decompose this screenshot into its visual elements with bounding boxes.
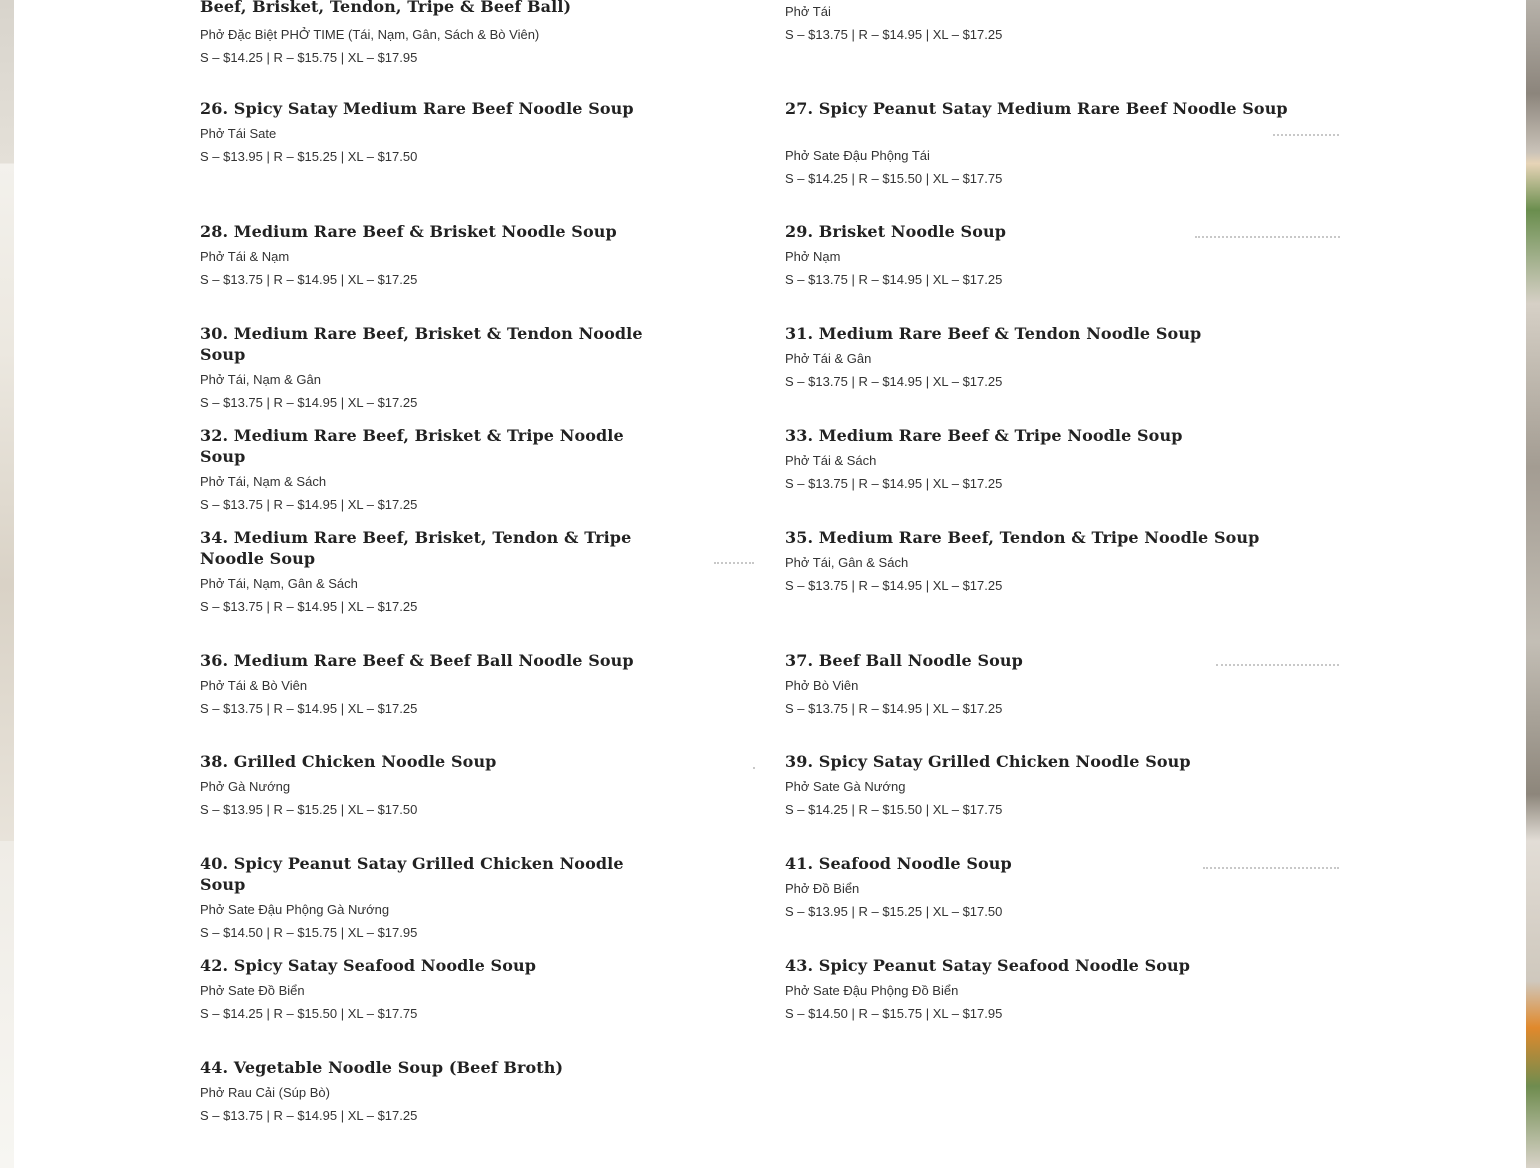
menu-item-vietnamese-name: Phở Tái & Nạm <box>200 249 290 264</box>
menu-item-price: S – $13.75 | R – $14.95 | XL – $17.25 <box>785 272 1003 287</box>
menu-item-title: 26. Spicy Satay Medium Rare Beef Noodle Soup <box>200 99 634 118</box>
menu-item-vietnamese-name: Phở Gà Nướng <box>200 779 291 794</box>
menu-item <box>785 955 1345 1022</box>
menu-item-price: S – $13.75 | R – $14.95 | XL – $17.25 <box>200 701 418 716</box>
background-photo-left <box>0 0 14 1168</box>
menu-item <box>200 98 670 165</box>
menu-item <box>200 221 670 288</box>
dotted-leader <box>1195 236 1340 238</box>
menu-item-title: 41. Seafood Noodle Soup <box>785 854 1012 873</box>
menu-item-price: S – $13.75 | R – $14.95 | XL – $17.25 <box>785 476 1003 491</box>
menu-item-price: S – $13.75 | R – $14.95 | XL – $17.25 <box>200 497 418 512</box>
menu-item-vietnamese-name: Phở Đồ Biển <box>785 881 860 896</box>
menu-item-price: S – $13.75 | R – $14.95 | XL – $17.25 <box>785 578 1003 593</box>
menu-item-price: S – $13.75 | R – $14.95 | XL – $17.25 <box>200 599 418 614</box>
menu-item-price: S – $13.75 | R – $14.95 | XL – $17.25 <box>785 27 1003 42</box>
menu-item <box>200 323 670 411</box>
dotted-leader <box>1203 867 1339 869</box>
menu-item-vietnamese-name: Phở Rau Cải (Súp Bò) <box>200 1085 330 1100</box>
menu-item <box>785 527 1345 594</box>
menu-item <box>200 1057 670 1124</box>
menu-item-vietnamese-name: Phở Sate Gà Nướng <box>785 779 906 794</box>
menu-item <box>200 650 670 717</box>
dotted-leader <box>714 562 754 564</box>
menu-item-vietnamese-name: Phở Sate Đậu Phộng Đồ Biển <box>785 983 959 998</box>
menu-item-vietnamese-name: Phở Tái <box>785 4 831 19</box>
background-photo-right <box>1526 0 1540 1168</box>
menu-item <box>785 323 1345 390</box>
dotted-leader <box>1273 134 1339 136</box>
menu-item-title: 37. Beef Ball Noodle Soup <box>785 651 1023 670</box>
menu-item-price: S – $14.25 | R – $15.75 | XL – $17.95 <box>200 50 418 65</box>
menu-item <box>785 3 1345 43</box>
menu-item-title: 44. Vegetable Noodle Soup (Beef Broth) <box>200 1058 564 1077</box>
menu-item-vietnamese-name: Phở Sate Đậu Phộng Tái <box>785 148 930 163</box>
menu-item <box>200 955 670 1022</box>
menu-item-title: 40. Spicy Peanut Satay Grilled Chicken Noodle Soup <box>200 854 624 894</box>
menu-item-vietnamese-name: Phở Tái, Nạm, Gân & Sách <box>200 576 358 591</box>
menu-item-price: S – $13.75 | R – $14.95 | XL – $17.25 <box>200 1108 418 1123</box>
menu-item <box>785 853 1345 920</box>
menu-item-title: 31. Medium Rare Beef & Tendon Noodle Soup <box>785 324 1202 343</box>
menu-item-price: S – $14.25 | R – $15.50 | XL – $17.75 <box>200 1006 418 1021</box>
menu-item <box>200 751 670 818</box>
menu-item-title: 30. Medium Rare Beef, Brisket & Tendon Noodle Soup <box>200 324 643 364</box>
menu-item <box>785 425 1345 492</box>
menu-item <box>200 527 680 615</box>
menu-item-vietnamese-name: Phở Sate Đậu Phộng Gà Nướng <box>200 902 390 917</box>
menu-item-vietnamese-name: Phở Đặc Biệt PHỞ TIME (Tái, Nạm, Gân, Sách & Bò Viên) <box>200 27 540 42</box>
menu-item-vietnamese-name: Phở Tái, Nạm & Sách <box>200 474 327 489</box>
dotted-leader <box>753 767 755 769</box>
menu-item-price: S – $13.75 | R – $14.95 | XL – $17.25 <box>785 374 1003 389</box>
menu-item-title: 38. Grilled Chicken Noodle Soup <box>200 752 497 771</box>
menu-item-price: S – $13.75 | R – $14.95 | XL – $17.25 <box>785 701 1003 716</box>
menu-item-price: S – $13.95 | R – $15.25 | XL – $17.50 <box>200 802 418 817</box>
menu-item <box>200 425 670 513</box>
menu-item-vietnamese-name: Phở Tái & Gân <box>785 351 872 366</box>
menu-item-price: S – $14.25 | R – $15.50 | XL – $17.75 <box>785 802 1003 817</box>
menu-item <box>200 0 670 66</box>
menu-item-price: S – $13.75 | R – $14.95 | XL – $17.25 <box>200 395 418 410</box>
menu-item-price: S – $14.25 | R – $15.50 | XL – $17.75 <box>785 171 1003 186</box>
menu-item-price: S – $13.95 | R – $15.25 | XL – $17.50 <box>200 149 418 164</box>
menu-item-title: Beef, Brisket, Tendon, Tripe & Beef Ball) <box>200 0 572 16</box>
menu-item <box>200 853 670 941</box>
menu-item-vietnamese-name: Phở Tái, Nạm & Gân <box>200 372 321 387</box>
menu-item-title: 29. Brisket Noodle Soup <box>785 222 1007 241</box>
menu-item-vietnamese-name: Phở Sate Đồ Biển <box>200 983 305 998</box>
menu-item-price: S – $14.50 | R – $15.75 | XL – $17.95 <box>785 1006 1003 1021</box>
menu-item-price: S – $13.95 | R – $15.25 | XL – $17.50 <box>785 904 1003 919</box>
menu-item-title: 43. Spicy Peanut Satay Seafood Noodle Soup <box>785 956 1191 975</box>
menu-item-title: 33. Medium Rare Beef & Tripe Noodle Soup <box>785 426 1183 445</box>
menu-item-vietnamese-name: Phở Nạm <box>785 249 841 264</box>
menu-item <box>785 221 1345 288</box>
menu-content <box>14 0 1526 1168</box>
menu-item-title: 28. Medium Rare Beef & Brisket Noodle Soup <box>200 222 617 241</box>
dotted-leader <box>1216 664 1339 666</box>
menu-item-title: 42. Spicy Satay Seafood Noodle Soup <box>200 956 536 975</box>
menu-item-price: S – $14.50 | R – $15.75 | XL – $17.95 <box>200 925 418 940</box>
menu-item-title: 34. Medium Rare Beef, Brisket, Tendon & Tripe Noodle Soup <box>200 528 632 568</box>
menu-item-title: 27. Spicy Peanut Satay Medium Rare Beef Noodle Soup <box>785 99 1288 118</box>
menu-item-price: S – $13.75 | R – $14.95 | XL – $17.25 <box>200 272 418 287</box>
menu-item-vietnamese-name: Phở Tái, Gân & Sách <box>785 555 909 570</box>
menu-item-title: 39. Spicy Satay Grilled Chicken Noodle Soup <box>785 752 1191 771</box>
menu-item-title: 36. Medium Rare Beef & Beef Ball Noodle Soup <box>200 651 634 670</box>
menu-item-vietnamese-name: Phở Bò Viên <box>785 678 859 693</box>
menu-item-vietnamese-name: Phở Tái & Bò Viên <box>200 678 308 693</box>
menu-item <box>785 650 1345 717</box>
menu-item-title: 35. Medium Rare Beef, Tendon & Tripe Noodle Soup <box>785 528 1260 547</box>
menu-item-title: 32. Medium Rare Beef, Brisket & Tripe Noodle Soup <box>200 426 624 466</box>
menu-item-vietnamese-name: Phở Tái Sate <box>200 126 277 141</box>
menu-item <box>785 751 1345 818</box>
menu-item <box>785 98 1345 187</box>
menu-item-vietnamese-name: Phở Tái & Sách <box>785 453 877 468</box>
